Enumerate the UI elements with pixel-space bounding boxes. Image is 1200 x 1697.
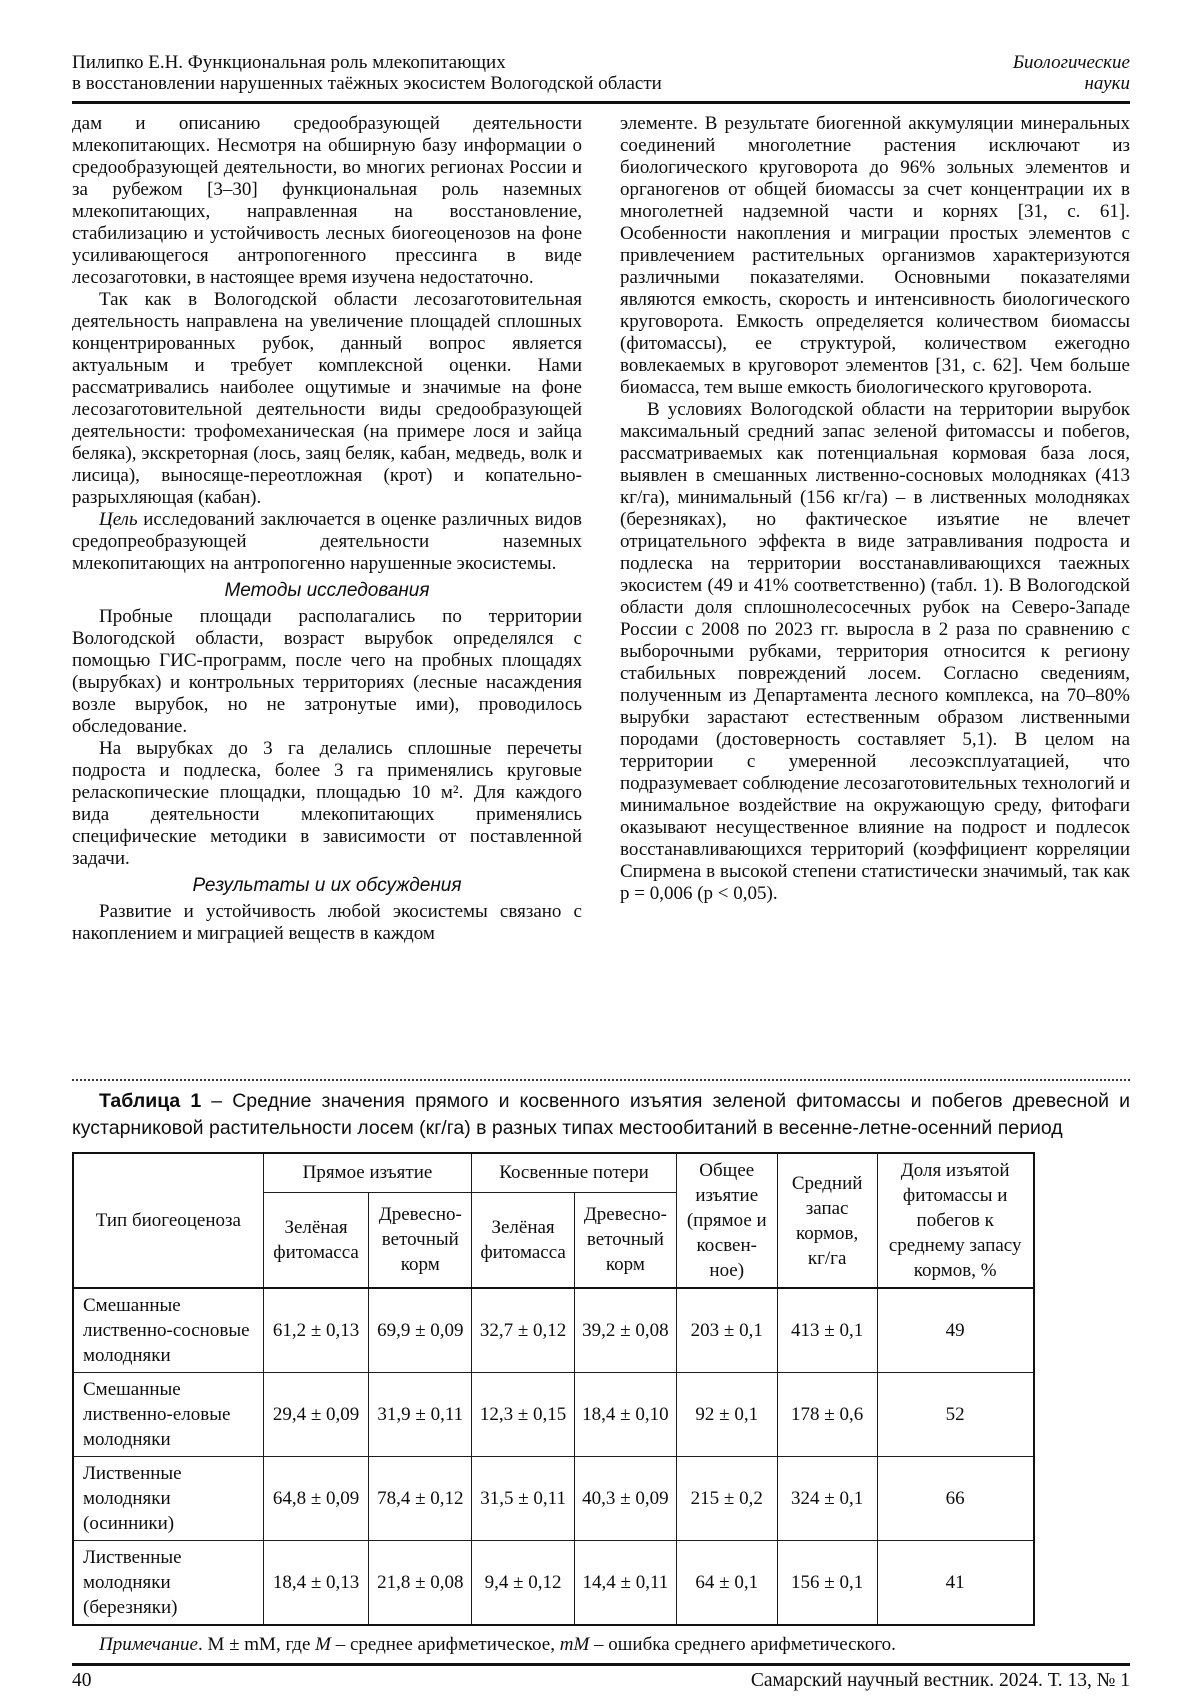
- note-lead: Примечание: [99, 1634, 198, 1655]
- goal-lead: Цель: [99, 509, 138, 530]
- value-cell: 324 ± 0,1: [777, 1457, 877, 1541]
- header-cell-share-percent: Доля изъятой фитомассы и побегов к среднему запасу кормов, %: [877, 1153, 1034, 1288]
- paragraph: [72, 509, 582, 575]
- value-cell: 12,3 ± 0,15: [472, 1373, 575, 1457]
- note-text: . M ± mM, где: [197, 1634, 316, 1655]
- header-cell-direct-removal: Прямое изъятие: [263, 1153, 471, 1192]
- value-cell: 14,4 ± 0,11: [574, 1541, 676, 1626]
- section-name-line1: Биологические: [1012, 52, 1130, 73]
- row-name-cell: Смешанные лиственно-еловые молодняки: [73, 1373, 263, 1457]
- paragraph: дам и описанию средообразующей деятельности млекопитающих. Несмотря на обширную базу информации о средообразующей деятельности, во многих регионах России и за рубежом [3–30] функциональная роль наземных млекопитающих, направленная на восстановление, стабилизацию и устойчивость лесных биогеоценозов на фоне усиливающегося антропогенного прессинга в виде лесозаготовки, в настоящее время изучена недостаточно.: [72, 113, 582, 288]
- table-row: [73, 1288, 1034, 1373]
- value-cell: 64 ± 0,1: [676, 1541, 777, 1626]
- table-row: [73, 1541, 1034, 1626]
- header-cell-woody-twig-feed: Древесно-веточный корм: [369, 1192, 472, 1288]
- footer-rule: [72, 1663, 1130, 1666]
- value-cell: 31,9 ± 0,11: [369, 1373, 472, 1457]
- running-header-section: [1013, 52, 1130, 94]
- value-cell: 21,8 ± 0,08: [369, 1541, 472, 1626]
- text-columns: [72, 113, 1130, 1029]
- value-cell: 49: [877, 1288, 1034, 1373]
- value-cell: 92 ± 0,1: [676, 1373, 777, 1457]
- value-cell: 66: [877, 1457, 1034, 1541]
- running-header-title: [72, 52, 662, 94]
- paragraph: Развитие и устойчивость любой экосистемы связано с накоплением и миграцией веществ в каждом: [72, 901, 582, 944]
- header-cell-biogeocenosis-type: Тип биогеоценоза: [73, 1153, 263, 1288]
- table-row: [73, 1457, 1034, 1541]
- header-cell-indirect-losses: Косвенные потери: [472, 1153, 677, 1192]
- page-number: 40: [72, 1670, 92, 1691]
- column-right: [620, 113, 1130, 1029]
- note-text: – ошибка среднего арифметического.: [589, 1634, 896, 1655]
- row-name-cell: Смешанные лиственно-сосновые молодняки: [73, 1288, 263, 1373]
- goal-rest: исследований заключается в оценке различных видов средопреобразующей деятельности наземных млекопитающих на антропогенно нарушенные экосистемы.: [72, 509, 582, 574]
- column-left: [72, 113, 582, 1029]
- table-separator-dotted-rule: [72, 1079, 1130, 1081]
- value-cell: 9,4 ± 0,12: [472, 1541, 575, 1626]
- header-rule: [72, 101, 1130, 104]
- value-cell: 40,3 ± 0,09: [574, 1457, 676, 1541]
- value-cell: 203 ± 0,1: [676, 1288, 777, 1373]
- section-heading-methods: Методы исследования: [224, 580, 430, 601]
- value-cell: 78,4 ± 0,12: [369, 1457, 472, 1541]
- value-cell: 61,2 ± 0,13: [263, 1288, 369, 1373]
- value-cell: 39,2 ± 0,08: [574, 1288, 676, 1373]
- table-note: [72, 1632, 1130, 1657]
- value-cell: 156 ± 0,1: [777, 1541, 877, 1626]
- value-cell: 32,7 ± 0,12: [472, 1288, 575, 1373]
- paragraph: Пробные площади располагались по территории Вологодской области, возраст вырубок определялся с помощью ГИС-программ, после чего на пробных площадях (вырубках) и контрольных территориях (лесные насаждения возле вырубок, но не затронутые ими), проводилось обследование.: [72, 606, 582, 737]
- value-cell: 29,4 ± 0,09: [263, 1373, 369, 1457]
- header-cell-green-phytomass: Зелёная фитомасса: [472, 1192, 575, 1288]
- section-heading-results: Результаты и их обсуждения: [192, 875, 462, 896]
- data-table: [72, 1152, 1035, 1626]
- paragraph: элементе. В результате биогенной аккумуляции минеральных соединений многолетние растения исключают из биологического круговорота до 96% зольных элементов и органогенов от общей биомассы за счет концентрации их в многолетней надземной части и корнях [31, с. 61]. Особенности накопления и миграции простых элементов с привлечением растительных организмов характеризуются различными показателями. Основными показателями являются емкость, скорость и интенсивность биологического круговорота. Емкость определяется количеством биомассы (фитомассы), ее структурой, количеством ежегодно вовлекаемых в круговорот элементов [31, с. 62]. Чем больше биомасса, тем выше емкость биологического круговорота.: [620, 113, 1130, 398]
- value-cell: 178 ± 0,6: [777, 1373, 877, 1457]
- table-row: [73, 1373, 1034, 1457]
- header-cell-woody-twig-feed: Древесно-веточный корм: [574, 1192, 676, 1288]
- table-caption-label: Таблица 1: [99, 1090, 202, 1112]
- running-header-line2: в восстановлении нарушенных таёжных экосистем Вологодской области: [72, 73, 662, 94]
- row-name-cell: Лиственные молодняки (осинники): [73, 1457, 263, 1541]
- paragraph: Так как в Вологодской области лесозаготовительная деятельность направлена на увеличение площадей сплошных концентрированных рубок, данный вопрос является актуальным и требует комплексной оценки. Нами рассматривались наиболее ощутимые и значимые на фоне лесозаготовительной деятельности виды средообразующей деятельности: трофомеханическая (на примере лося и зайца беляка), экскреторная (лось, заяц беляк, кабан, медведь, волк и лисица), выносяще-переотложная (крот) и копательно-разрыхляющая (кабан).: [72, 289, 582, 508]
- note-text: – среднее арифметическое,: [330, 1634, 560, 1655]
- section-name-line2: науки: [1084, 73, 1130, 94]
- value-cell: 18,4 ± 0,10: [574, 1373, 676, 1457]
- paragraph: На вырубках до 3 га делались сплошные перечеты подроста и подлеска, более 3 га применялись круговые реласкопические площадки, площадью 10 м². Для каждого вида деятельности млекопитающих применялись специфические методики в зависимости от поставленной задачи.: [72, 738, 582, 869]
- header-cell-green-phytomass: Зелёная фитомасса: [263, 1192, 369, 1288]
- header-cell-total-removal: Общее изъятие (прямое и косвенное): [676, 1153, 777, 1288]
- value-cell: 413 ± 0,1: [777, 1288, 877, 1373]
- value-cell: 52: [877, 1373, 1034, 1457]
- note-symbol-m: М: [315, 1634, 331, 1655]
- value-cell: 18,4 ± 0,13: [263, 1541, 369, 1626]
- header-cell-average-stock: Средний запас кормов, кг/га: [777, 1153, 877, 1288]
- page-footer: [72, 1669, 1130, 1693]
- running-header-line1: Пилипко Е.Н. Функциональная роль млекопитающих: [72, 52, 506, 73]
- note-symbol-mm: mМ: [559, 1634, 590, 1655]
- journal-title: Самарский научный вестник. 2024. Т. 13, № 1: [750, 1670, 1130, 1691]
- table-caption: [72, 1088, 1130, 1142]
- running-header: [72, 52, 1130, 94]
- value-cell: 41: [877, 1541, 1034, 1626]
- value-cell: 215 ± 0,2: [676, 1457, 777, 1541]
- value-cell: 64,8 ± 0,09: [263, 1457, 369, 1541]
- row-name-cell: Лиственные молодняки (березняки): [73, 1541, 263, 1626]
- table-caption-text: – Средние значения прямого и косвенного изъятия зеленой фитомассы и побегов древесной и кустарниковой растительности лосем (кг/га) в разных типах местообитаний в весенне-летне-осенний период: [72, 1090, 1131, 1139]
- value-cell: 31,5 ± 0,11: [472, 1457, 575, 1541]
- value-cell: 69,9 ± 0,09: [369, 1288, 472, 1373]
- paragraph: В условиях Вологодской области на территории вырубок максимальный средний запас зеленой фитомассы и побегов, рассматриваемых как потенциальная кормовая база лося, выявлен в смешанных лиственно-сосновых молодняках (413 кг/га), минимальный (156 кг/га) – в лиственных молодняках (березняках), но фактическое изъятие не влечет отрицательного эффекта в виде затравливания подроста и подлеска на территории восстанавливающихся таежных экосистем (49 и 41% соответственно) (табл. 1). В Вологодской области доля сплошнолесосечных рубок на Северо-Западе России с 2008 по 2023 гг. выросла в 2 раза по сравнению с выборочными рубками, территория относится к региону стабильных повреждений лосем. Согласно сведениям, полученным из Департамента лесного комплекса, на 70–80% вырубки зарастают естественным образом лиственными породами (достоверность составляет 5,1). В целом на территории с умеренной лесоэксплуатацией, что подразумевает соблюдение лесозаготовительных технологий и минимальное воздействие на окружающую среду, фитофаги оказывают несущественное влияние на подрост и подлесок восстанавливающихся территорий (коэффициент корреляции Спирмена в высокой степени статистически значимый, так как р = 0,006 (p < 0,05).: [620, 399, 1130, 904]
- table-header-row-groups: [73, 1153, 1034, 1192]
